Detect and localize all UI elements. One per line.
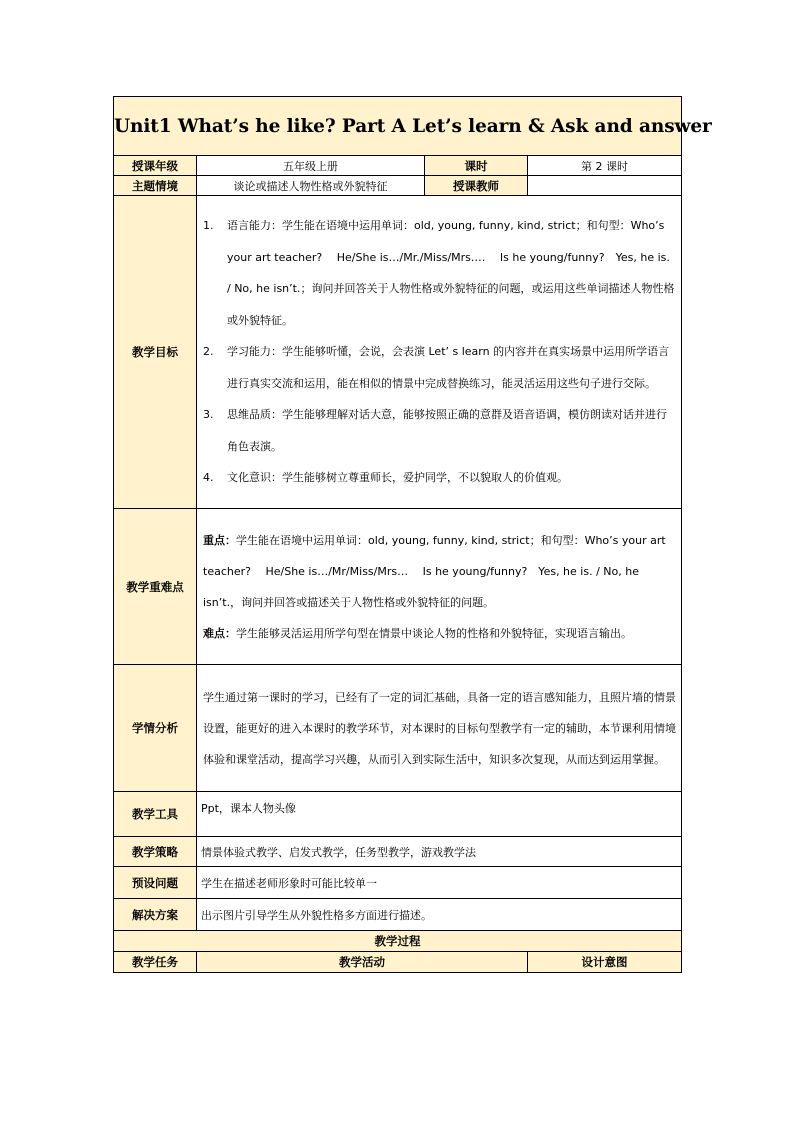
key-points-label: 教学重难点 [114, 509, 197, 665]
period-label: 课时 [425, 156, 528, 176]
grade-label: 授课年级 [114, 156, 197, 176]
process-activity-header: 教学活动 [197, 952, 528, 973]
tools-label: 教学工具 [114, 792, 197, 837]
objective-number: 3. [203, 408, 214, 422]
objectives-label: 教学目标 [114, 196, 197, 509]
grade-value: 五年级上册 [197, 156, 425, 176]
difficulty-paragraph [203, 618, 677, 649]
lesson-title: Unit1 What’s he like? Part A Let’s learn & Ask and answer [114, 97, 682, 156]
lesson-plan-table [113, 96, 712, 973]
strategy-text: 情景体验式教学、启发式教学，任务型教学，游戏教学法 [197, 837, 682, 867]
process-title: 教学过程 [114, 931, 682, 952]
theme-label: 主题情境 [114, 176, 197, 196]
analysis-label: 学情分析 [114, 665, 197, 792]
objective-text: 文化意识：学生能够树立尊重师长，爱护同学，不以貌取人的价值观。 [227, 471, 568, 485]
solution-label: 解决方案 [114, 899, 197, 931]
tools-text: Ppt，课本人物头像 [197, 792, 682, 837]
analysis-text: 学生通过第一课时的学习，已经有了一定的词汇基础，具备一定的语言感知能力，且照片墙的情景设置，能更好的进入本课时的教学环节，对本课时的目标句型教学有一定的辅助，本节课利用情境体验和课堂活动，提高学习兴趣，从而引入到实际生活中，知识多次复现，从而达到运用掌握。 [197, 665, 682, 792]
period-value: 第 2 课时 [528, 156, 682, 176]
objective-number: 4. [203, 471, 214, 485]
focus-label: 重点： [203, 533, 236, 547]
objective-item [203, 399, 677, 462]
process-intent-header: 设计意图 [528, 952, 682, 973]
objective-text: 思维品质：学生能够理解对话大意，能够按照正确的意群及语音语调，模仿朗读对话并进行角色表演。 [227, 408, 667, 453]
process-task-header: 教学任务 [114, 952, 197, 973]
objective-item [203, 336, 677, 399]
difficulty-text: 学生能够灵活运用所学句型在情景中谈论人物的性格和外貌特征，实现语言输出。 [236, 626, 632, 640]
theme-value: 谈论或描述人物性格或外貌特征 [197, 176, 425, 196]
strategy-label: 教学策略 [114, 837, 197, 867]
difficulty-label: 难点： [203, 626, 236, 640]
teacher-label: 授课教师 [425, 176, 528, 196]
objective-text: 语言能力：学生能在语境中运用单词：old, young, funny, kind, strict；和句型：Who’s your art teacher? He/She is…/Mr./Miss/Mrs.… Is he young/funny? Yes, he is. / No, he isn’t.；询问并回答关于人物性格或外貌特征的问题，或运用这些单词描述人物性格或外貌特征。 [227, 219, 675, 327]
objective-item [203, 210, 677, 336]
focus-text: 学生能在语境中运用单词：old, young, funny, kind, strict；和句型：Who’s your art teacher? He/She is…/Mr/Miss/Mrs… Is he young/funny? Yes, he is. / No, he isn’t.，询问并回答或描述关于人物性格或外貌特征的问题。 [203, 533, 666, 609]
key-points-content [197, 509, 682, 665]
objective-item [203, 462, 677, 494]
focus-paragraph [203, 525, 677, 618]
problem-text: 学生在描述老师形象时可能比较单一 [197, 867, 682, 899]
objectives-content [197, 196, 682, 509]
teacher-value [528, 176, 682, 196]
problem-label: 预设问题 [114, 867, 197, 899]
solution-text: 出示图片引导学生从外貌性格多方面进行描述。 [197, 899, 682, 931]
objective-number: 1. [203, 219, 214, 233]
objective-number: 2. [203, 345, 214, 359]
objective-text: 学习能力：学生能够听懂，会说，会表演 Let’ s learn 的内容并在真实场景中运用所学语言进行真实交流和运用，能在相似的情景中完成替换练习，能灵活运用这些句子进行交际。 [227, 345, 670, 390]
